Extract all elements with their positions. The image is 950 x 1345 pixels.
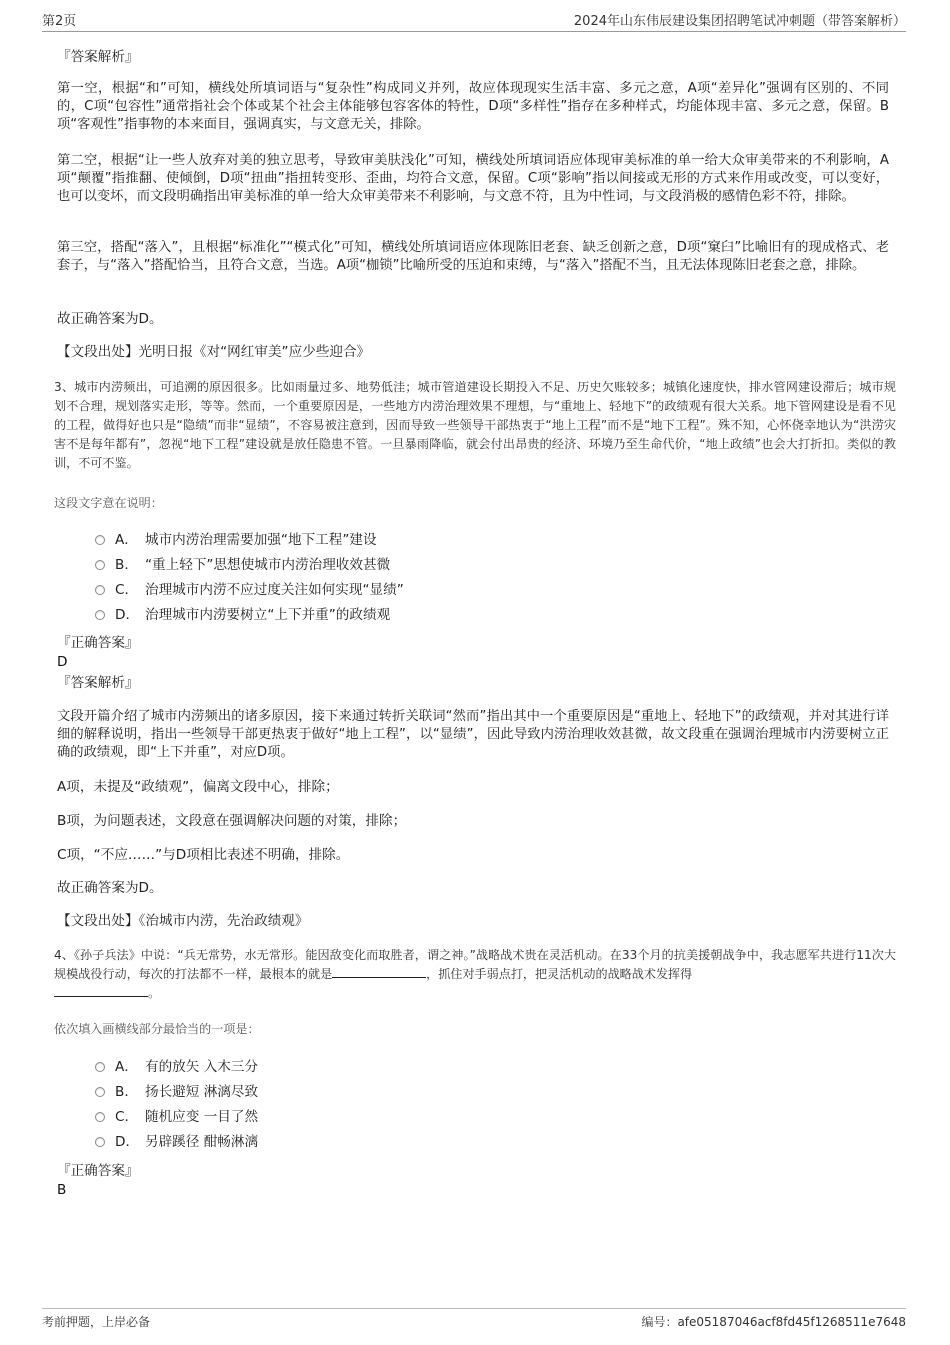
q2-conclusion: 故正确答案为D。	[57, 311, 163, 327]
q2-analysis-label: 『答案解析』	[57, 49, 139, 65]
fill-blank-2	[54, 985, 148, 997]
q3-analysis-option-a: A项，未提及“政绩观”，偏离文段中心，排除；	[57, 779, 339, 795]
radio-icon[interactable]	[95, 585, 105, 595]
radio-icon[interactable]	[95, 1137, 105, 1147]
q3-option-a[interactable]: A． 城市内涝治理需要加强“地下工程”建设	[95, 528, 377, 548]
q4-prompt: 依次填入画横线部分最恰当的一项是：	[54, 1022, 260, 1036]
footer-divider	[42, 1308, 906, 1309]
q3-correct-answer: D	[57, 654, 68, 670]
page-number: 第2页	[42, 14, 77, 29]
header-divider	[42, 31, 906, 32]
q2-analysis-paragraph-1: 第一空，根据“和”可知，横线处所填词语与“复杂性”构成同义并列，故应体现现实生活丰富、多元之意，A项“差异化”强调有区别的、不同的，C项“包容性”通常指社会个体或某个社会主体能够包容客体的特性，D项“多样性”指存在多种样式，均能体现丰富、多元之意，保留。B项“客观性”指事物的本来面目，强调真实，与文意无关，排除。	[57, 81, 889, 132]
q3-source: 【文段出处】《治城市内涝，先治政绩观》	[57, 913, 309, 929]
radio-icon[interactable]	[95, 1062, 105, 1072]
q4-option-c[interactable]: C． 随机应变 一目了然	[95, 1105, 258, 1125]
q3-conclusion: 故正确答案为D。	[57, 880, 163, 896]
q4-question-text: 4、《孙子兵法》中说：“兵无常势，水无常形。能因敌变化而取胜者，谓之神。”战略战术贵在灵活机动。在33个月的抗美援朝战争中，我志愿军共进行11次大规模战役行动，每次的打法都不一样，最根本的就是 ，抓住对手弱点打，把灵活机动的战略战术发挥得 。	[54, 948, 896, 1000]
document-id: 编号：afe05187046acf8fd45f1268511e7648	[641, 1315, 906, 1329]
q3-analysis-option-b: B项，为问题表述，文段意在强调解决问题的对策，排除；	[57, 813, 407, 829]
q3-correct-answer-label: 『正确答案』	[57, 635, 139, 651]
radio-icon[interactable]	[95, 560, 105, 570]
q4-correct-answer: B	[57, 1182, 67, 1198]
q4-option-b[interactable]: B． 扬长避短 淋漓尽致	[95, 1080, 258, 1100]
radio-icon[interactable]	[95, 1087, 105, 1097]
q3-analysis-option-c: C项，“不应……”与D项相比表述不明确，排除。	[57, 847, 350, 863]
footer-slogan: 考前押题，上岸必备	[42, 1315, 151, 1329]
q3-question-text: 3、城市内涝频出，可追溯的原因很多。比如雨量过多、地势低洼；城市管道建设长期投入不足、历史欠账较多；城镇化速度快，排水管网建设滞后；城市规划不合理，规划落实走形，等等。然而，一个重要原因是，一些地方内涝治理效果不理想，与“重地上、轻地下”的政绩观有很大关系。地下管网建设是看不见的工程，做得好也只是“隐绩”而非“显绩”，不容易被注意到，因而导致一些领导干部热衷于“地上工程”而不是“地下工程”。殊不知，心怀侥幸地认为“洪涝灾害不是每年都有”，忽视“地下工程”建设就是放任隐患不管。一旦暴雨降临，就会付出昂贵的经济、环境乃至生命代价，“地上政绩”也会大打折扣。类似的教训，不可不鉴。	[54, 380, 896, 470]
q3-prompt: 这段文字意在说明：	[54, 496, 163, 510]
radio-icon[interactable]	[95, 535, 105, 545]
q2-analysis-paragraph-2: 第二空，根据“让一些人放弃对美的独立思考，导致审美肤浅化”可知，横线处所填词语应体现审美标准的单一给大众审美带来的不利影响，A项“颠覆”指推翻、使倾倒，D项“扭曲”指扭转变形、歪曲，均符合文意，保留。C项“影响”指以间接或无形的方式来作用或改变，可以变好，也可以变坏，而文段明确指出审美标准的单一给大众审美带来不利影响，与文意不符，且为中性词，与文段消极的感情色彩不符，排除。	[57, 153, 889, 204]
q2-source: 【文段出处】光明日报《对“网红审美”应少些迎合》	[57, 344, 371, 360]
q4-option-d[interactable]: D． 另辟蹊径 酣畅淋漓	[95, 1130, 258, 1150]
q3-option-c[interactable]: C． 治理城市内涝不应过度关注如何实现“显绩”	[95, 578, 404, 598]
radio-icon[interactable]	[95, 1112, 105, 1122]
fill-blank-1	[332, 966, 426, 978]
q3-analysis-label: 『答案解析』	[57, 675, 139, 691]
q4-option-a[interactable]: A． 有的放矢 入木三分	[95, 1055, 258, 1075]
q3-analysis-paragraph-1: 文段开篇介绍了城市内涝频出的诸多原因，接下来通过转折关联词“然而”指出其中一个重要原因是“重地上、轻地下”的政绩观，并对其进行详细的解释说明，指出一些领导干部更热衷于做好“地上工程”，以“显绩”，因此导致内涝治理收效甚微，故文段重在强调治理城市内涝要树立正确的政绩观，即“上下并重”，对应D项。	[57, 709, 889, 760]
radio-icon[interactable]	[95, 610, 105, 620]
q3-option-d[interactable]: D． 治理城市内涝要树立“上下并重”的政绩观	[95, 603, 390, 623]
document-title: 2024年山东伟辰建设集团招聘笔试冲刺题（带答案解析）	[573, 14, 906, 29]
q2-analysis-paragraph-3: 第三空，搭配“落入”，且根据“标准化”“模式化”可知，横线处所填词语应体现陈旧老套、缺乏创新之意，D项“窠臼”比喻旧有的现成格式、老套子，与“落入”搭配恰当，且符合文意，当选。A项“枷锁”比喻所受的压迫和束缚，与“落入”搭配不当，且无法体现陈旧老套之意，排除。	[57, 240, 889, 273]
q4-correct-answer-label: 『正确答案』	[57, 1163, 139, 1179]
q3-option-b[interactable]: B． “重上轻下”思想使城市内涝治理收效甚微	[95, 553, 390, 573]
